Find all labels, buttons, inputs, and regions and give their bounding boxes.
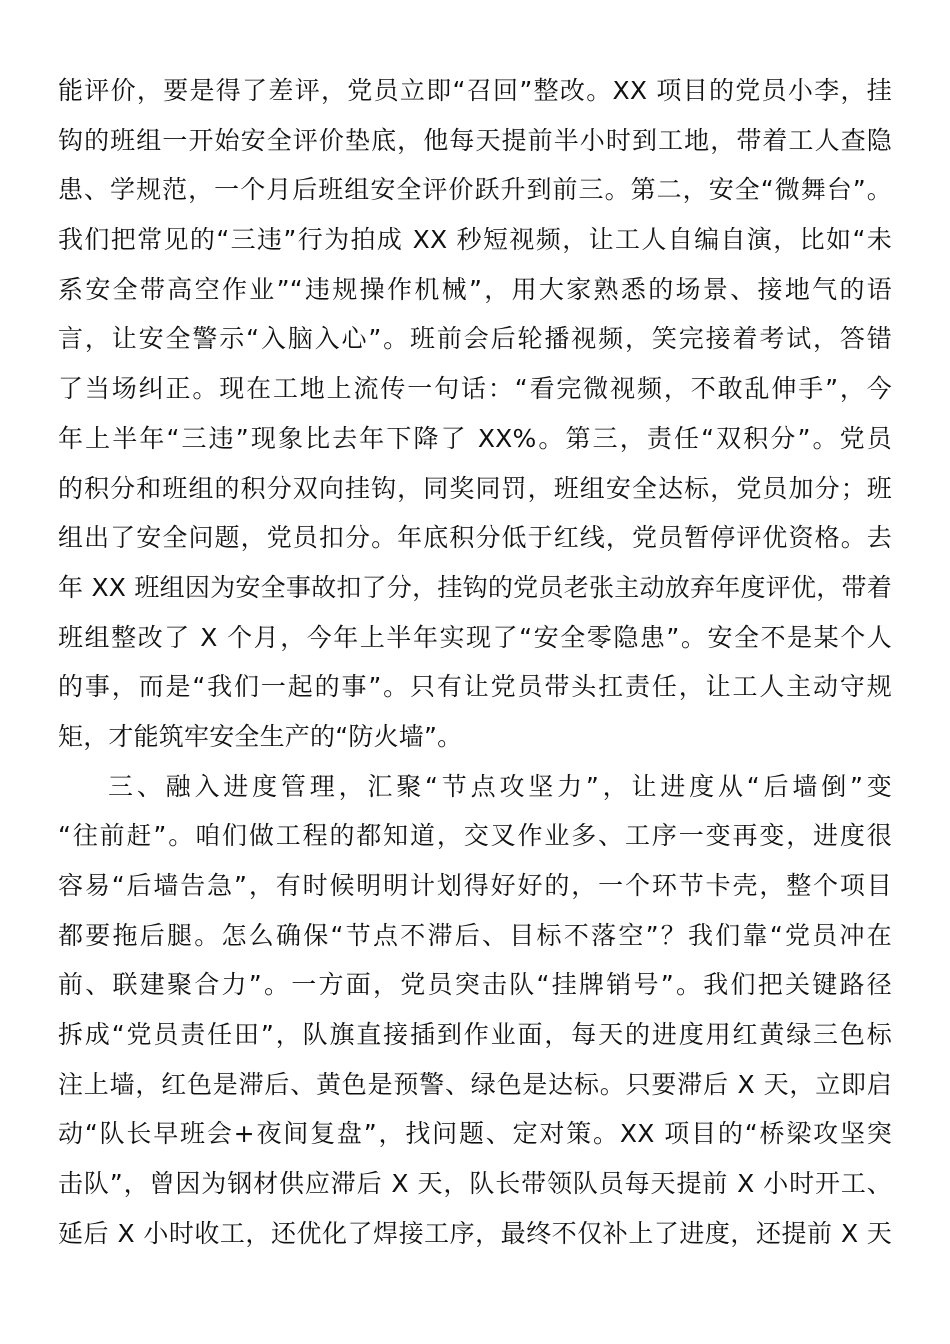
text-line: 钩的班组一开始安全评价垫底，他每天提前半小时到工地，带着工人查隐 <box>58 125 892 155</box>
text-line: 都要拖后腿。怎么确保“节点不滞后、目标不落空”？我们靠“党员冲在 <box>58 920 892 950</box>
text-line: 了当场纠正。现在工地上流传一句话：“看完微视频，不敢乱伸手”，今 <box>58 374 892 404</box>
text-line: 系安全带高空作业”“违规操作机械”，用大家熟悉的场景、接地气的语 <box>58 274 892 304</box>
text-line: “往前赶”。咱们做工程的都知道，交叉作业多、工序一变再变，进度很 <box>58 821 892 851</box>
text-line: 动“队长早班会+夜间复盘”，找问题、定对策。XX 项目的“桥梁攻坚突 <box>58 1119 892 1149</box>
text-line: 注上墙，红色是滞后、黄色是预警、绿色是达标。只要滞后 X 天，立即启 <box>58 1069 892 1099</box>
text-line: 前、联建聚合力”。一方面，党员突击队“挂牌销号”。我们把关键路径 <box>58 970 892 1000</box>
text-line: 能评价，要是得了差评，党员立即“召回”整改。XX 项目的党员小李，挂 <box>58 76 892 105</box>
text-line: 容易“后墙告急”，有时候明明计划得好好的，一个环节卡壳，整个项目 <box>58 871 892 900</box>
text-line: 言，让安全警示“入脑入心”。班前会后轮播视频，笑完接着考试，答错 <box>58 324 892 354</box>
text-line: 击队”，曾因为钢材供应滞后 X 天，队长带领队员每天提前 X 小时开工、 <box>58 1169 892 1199</box>
text-line: 组出了安全问题，党员扣分。年底积分低于红线，党员暂停评优资格。去 <box>58 523 892 553</box>
section-heading-line: 三、融入进度管理，汇聚“节点攻坚力”，让进度从“后墙倒”变 <box>108 771 892 801</box>
text-line: 年 XX 班组因为安全事故扣了分，挂钩的党员老张主动放弃年度评优，带着 <box>58 572 892 602</box>
text-line: 的事，而是“我们一起的事”。只有让党员带头扛责任，让工人主动守规 <box>58 672 892 702</box>
text-line: 我们把常见的“三违”行为拍成 XX 秒短视频，让工人自编自演，比如“未 <box>58 225 892 255</box>
text-line: 患、学规范，一个月后班组安全评价跃升到前三。第二，安全“微舞台”。 <box>58 175 892 205</box>
text-line: 班组整改了 X 个月，今年上半年实现了“安全零隐患”。安全不是某个人 <box>58 622 892 652</box>
text-line: 延后 X 小时收工，还优化了焊接工序，最终不仅补上了进度，还提前 X 天 <box>58 1218 892 1248</box>
body-text <box>58 66 892 1259</box>
text-line: 拆成“党员责任田”，队旗直接插到作业面，每天的进度用红黄绿三色标 <box>58 1020 892 1050</box>
text-line: 的积分和班组的积分双向挂钩，同奖同罚，班组安全达标，党员加分；班 <box>58 473 892 503</box>
text-line: 年上半年“三违”现象比去年下降了 XX%。第三，责任“双积分”。党员 <box>58 423 892 453</box>
paragraph-end-line: 矩，才能筑牢安全生产的“防火墙”。 <box>58 721 463 751</box>
